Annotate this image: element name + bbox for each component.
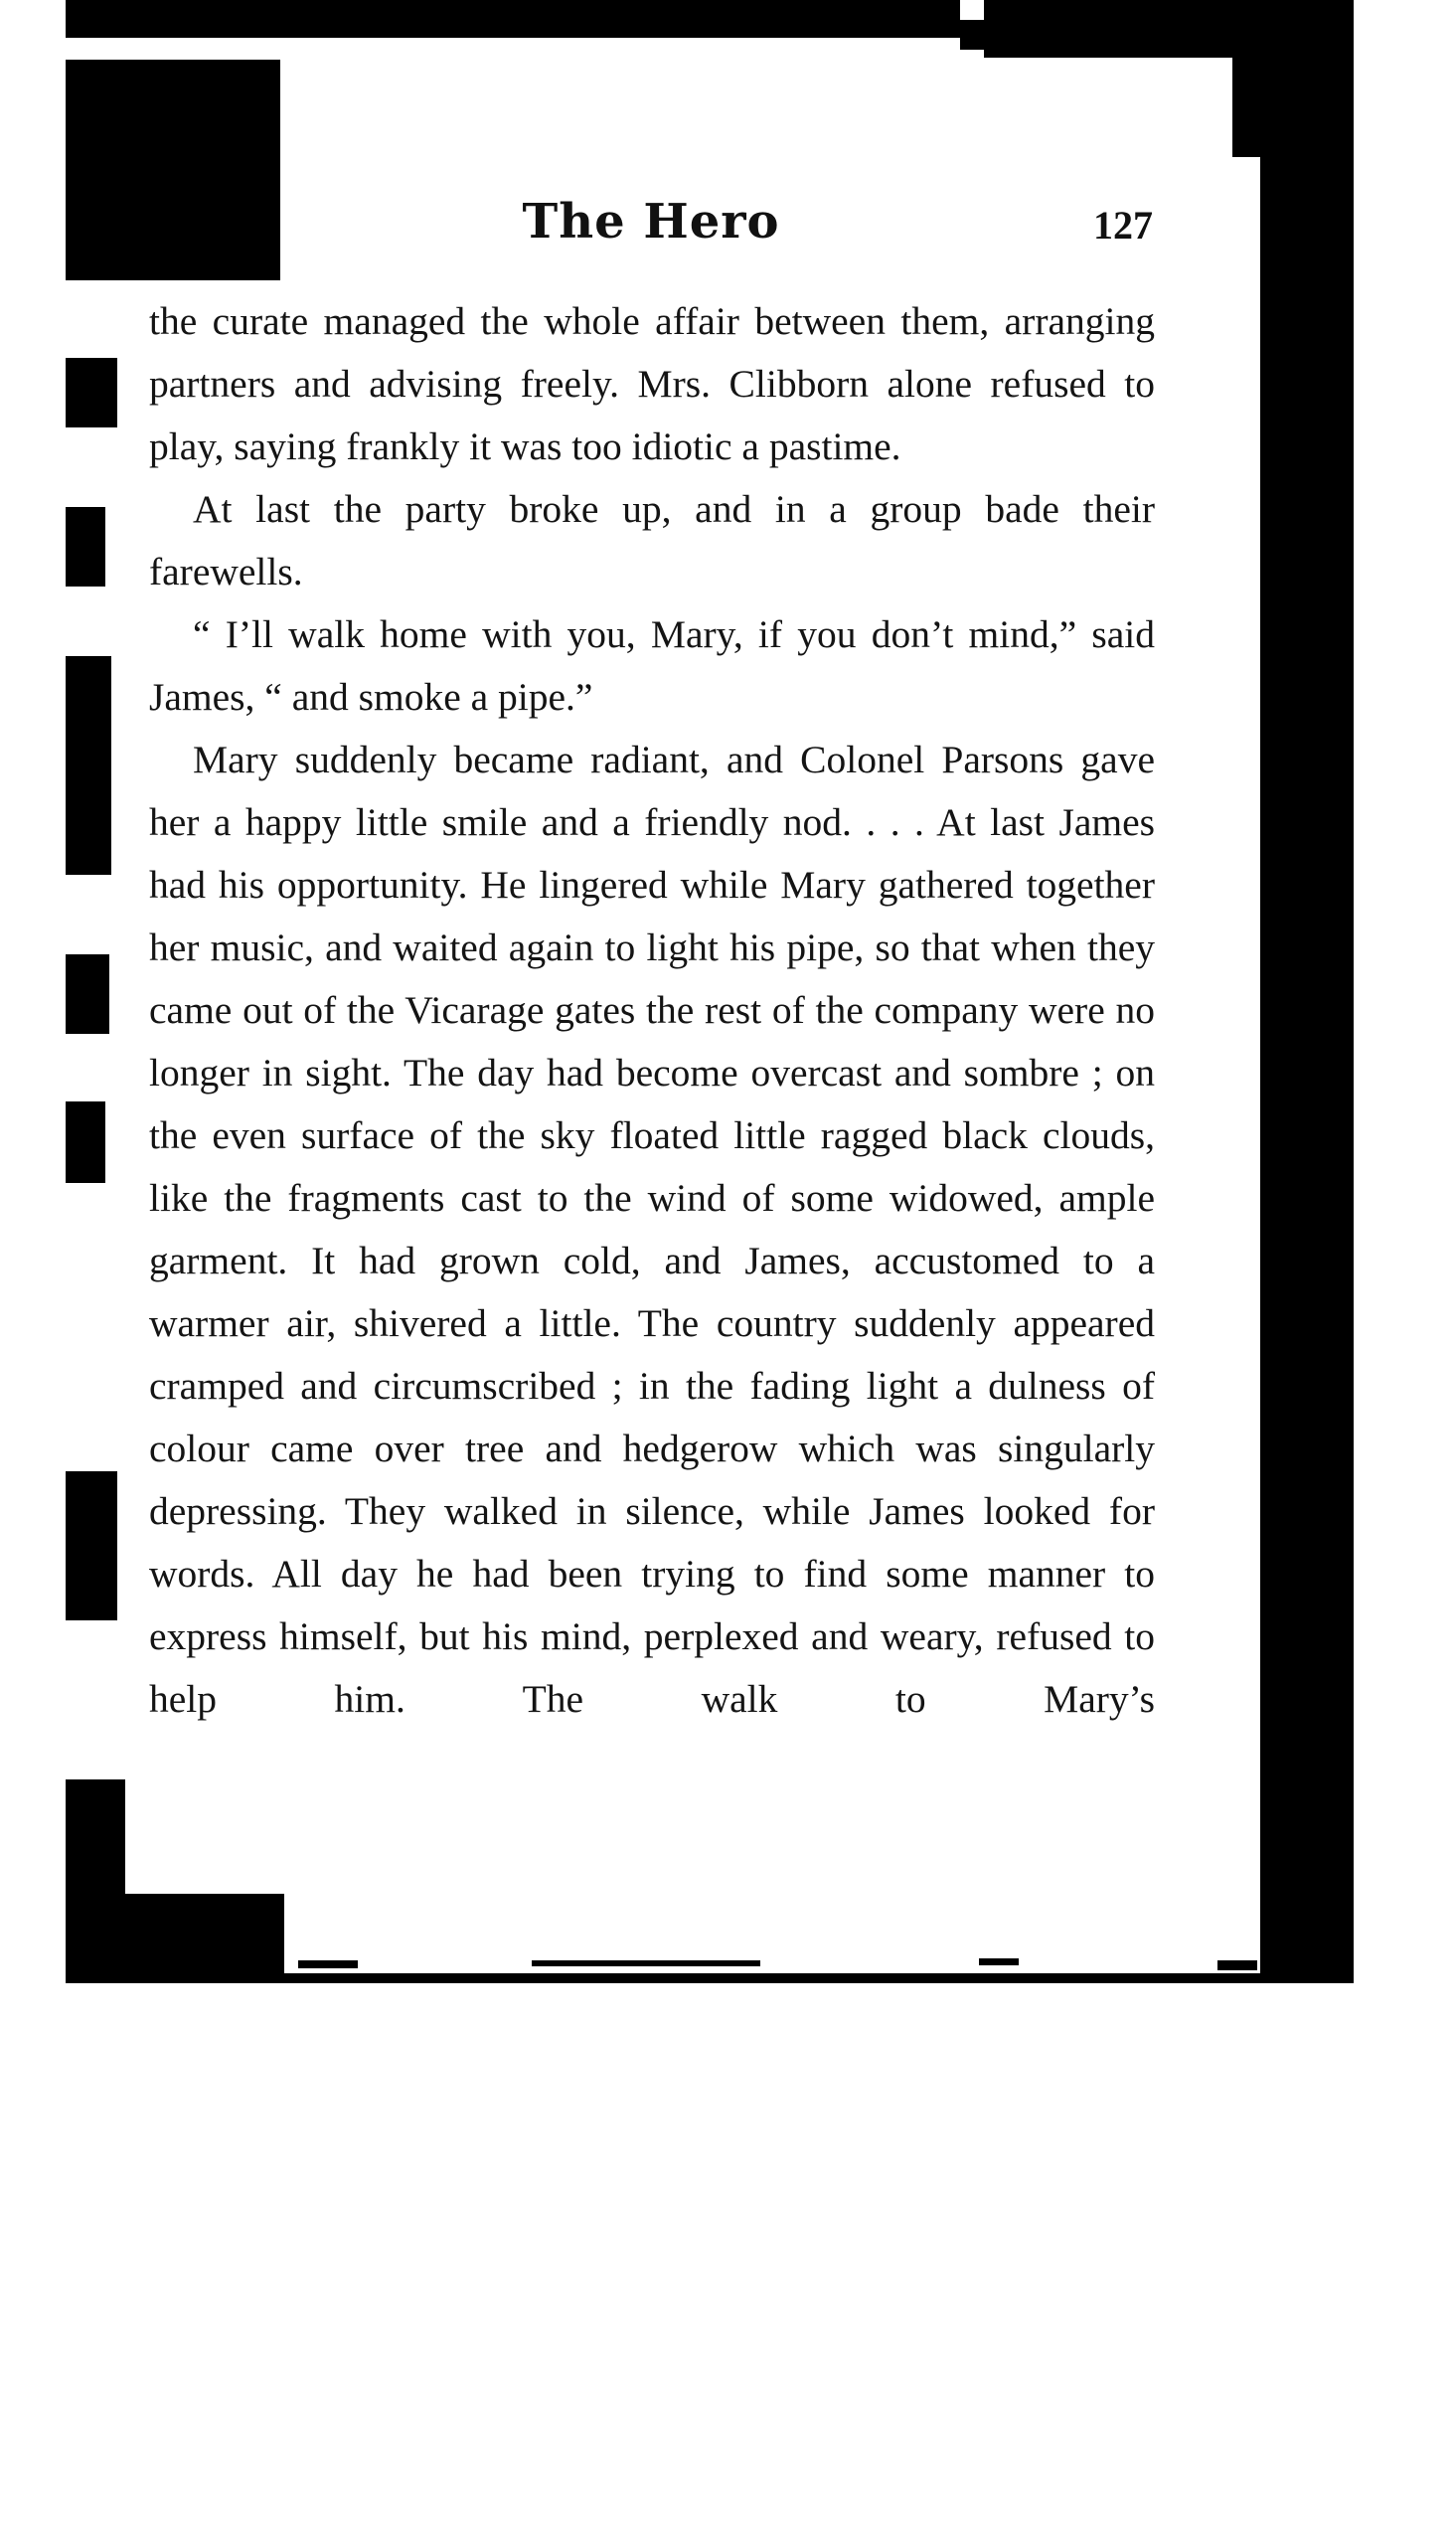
- scan-speck-bottom: [298, 1960, 358, 1968]
- scan-mark-left-5: [66, 1101, 105, 1183]
- paragraph: Mary suddenly became radiant, and Colonel Parsons gave her a happy little smile and a friendly nod. . . . At last James had his opportunity. He lingered while Mary gathered together her music, and waited again to light his pipe, so that when they came out of the Vicarage gates the rest of the company were no longer in sight. The day had become overcast and sombre ; on the even surface of the sky floated little ragged black clouds, like the fragments cast to the wind of some widowed, ample garment. It had grown cold, and James, accustomed to a warmer air, shivered a little. The country suddenly appeared cramped and circumscribed ; in the fading light a dulness of colour came over tree and hedgerow which was singularly depressing. They walked in silence, while James looked for words. All day he had been trying to find some manner to express himself, but his mind, perplexed and weary, refused to help him. The walk to Mary’s: [149, 738, 1155, 1721]
- scan-mark-left-4: [66, 954, 109, 1034]
- scan-speck-bottom: [979, 1958, 1019, 1965]
- scan-border-right-lower: [1260, 154, 1354, 1981]
- scan-border-top: [66, 0, 960, 38]
- scan-mark-left-3: [66, 656, 111, 875]
- scan-speck-top: [960, 20, 990, 50]
- scan-mark-left-6: [66, 1471, 117, 1620]
- paragraph: At last the party broke up, and in a group bade their farewells.: [149, 487, 1155, 593]
- scan-mark-left-7: [66, 1779, 125, 1983]
- paragraph: the curate managed the whole affair between them, arranging partners and advising freely. Mrs. Clibborn alone refused to play, saying frankly it was too idiotic a pastime.: [149, 299, 1155, 468]
- paragraph: “ I’ll walk home with you, Mary, if you don’t mind,” said James, “ and smoke a pipe.”: [149, 612, 1155, 719]
- body-text: [149, 290, 1155, 1731]
- page-header: [149, 194, 1153, 263]
- scan-mark-left-1: [66, 358, 117, 427]
- scan-speck-bottom: [532, 1960, 760, 1966]
- scan-speck-bottom: [1217, 1960, 1257, 1970]
- scan-mark-left-2: [66, 507, 105, 587]
- page-number: 127: [1093, 203, 1153, 248]
- scan-border-right: [1232, 58, 1354, 157]
- scan-mark-bottom-left: [125, 1894, 284, 1983]
- scan-border-top-right: [984, 0, 1354, 58]
- running-head: The Hero: [522, 194, 780, 250]
